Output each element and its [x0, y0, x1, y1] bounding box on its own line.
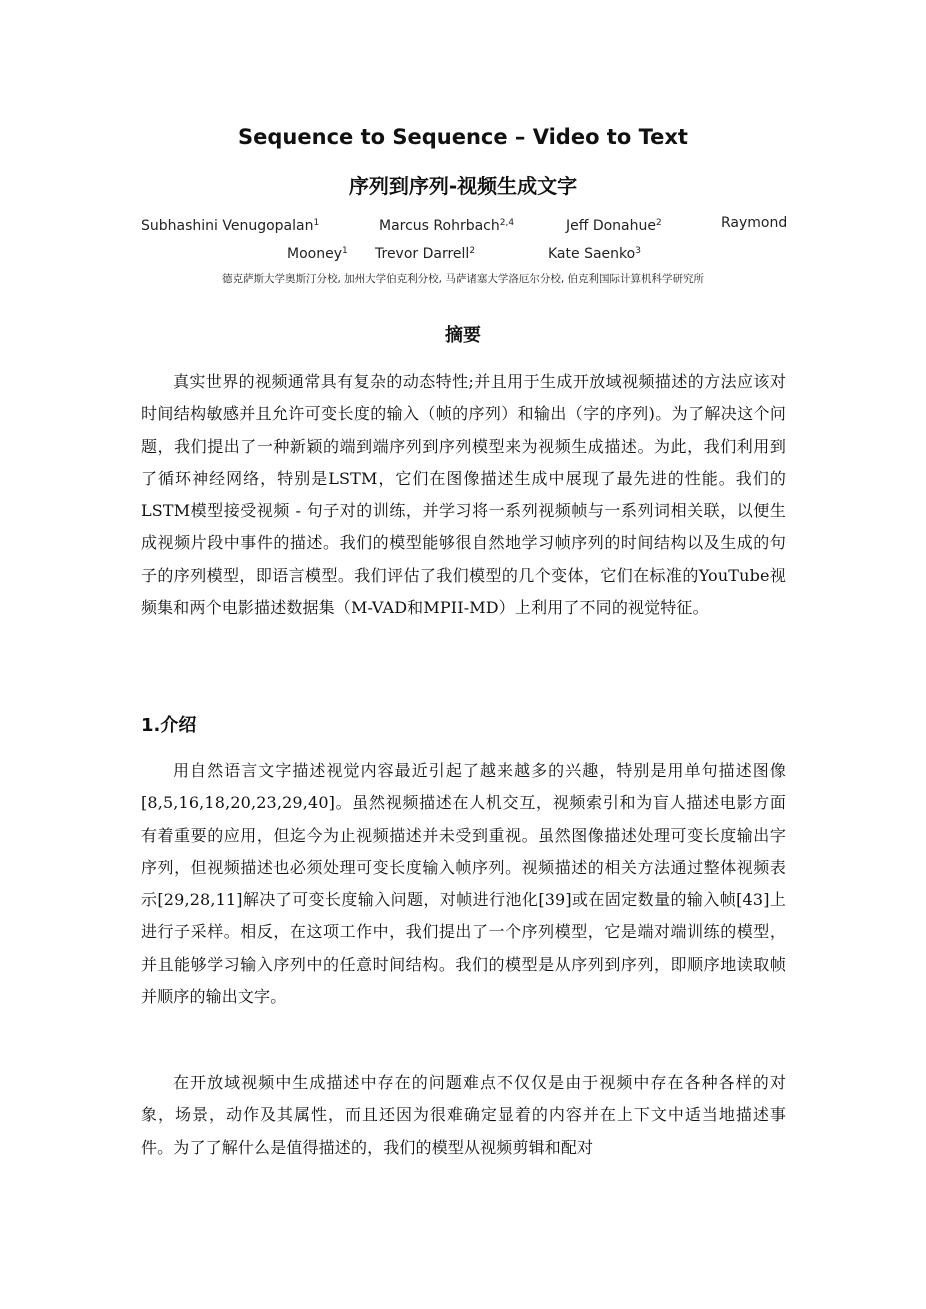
paper-title-chinese: 序列到序列-视频生成文字 — [348, 174, 578, 198]
author-donahue: Jeff Donahue$^2$ — [566, 218, 662, 234]
intro-paragraph-1: 用自然语言文字描述视觉内容最近引起了越来越多的兴趣，特别是用单句描述图像[8,5,16,18,20,23,29,40]。虽然视频描述在人机交互，视频索引和为盲人描述电影方面有着重要的应用，但迄今为止视频描述并未受到重视。虽然图像描述处理可变长度输出字序列，但视频描述也必须处理可变长度输入帧序列。视频描述的相关方法通过整体视频表示[29,28,11]解决了可变长度输入问题，对帧进行池化[39]或在固定数量的输入帧[43]上进行子采样。相反，在这项工作中，我们提出了一个序列模型，它是端对端训练的模型，并且能够学习输入序列中的任意时间结构。我们的模型是从序列到序列，即顺序地读取帧并顺序的输出文字。 — [141, 761, 786, 1007]
author-rohrbach: Marcus Rohrbach$^{2,4}$ — [379, 218, 515, 234]
abstract-paragraph: 真实世界的视频通常具有复杂的动态特性;并且用于生成开放域视频描述的方法应该对时间结构敏感并且允许可变长度的输入（帧的序列）和输出（字的序列)。为了解决这个问题，我们提出了一种新颖的端到端序列到序列模型来为视频生成描述。为此，我们利用到了循环神经网络，特别是LSTM，它们在图像描述生成中展现了最先进的性能。我们的LSTM模型接受视频 - 句子对的训练，并学习将一系列视频帧与一系列词相关联，以便生成视频片段中事件的描述。我们的模型能够很自然地学习帧序列的时间结构以及生成的句子的序列模型，即语言模型。我们评估了我们模型的几个变体，它们在标准的YouTube视频集和两个电影描述数据集（M-VAD和MPII-MD）上利用了不同的视觉特征。 — [141, 372, 786, 618]
affiliations: 德克萨斯大学奥斯汀分校, 加州大学伯克利分校, 马萨诸塞大学洛厄尔分校, 伯克利国际计算机科学研究所 — [221, 273, 705, 285]
abstract-heading: 摘要 — [445, 325, 481, 346]
paper-title-english: Sequence to Sequence – Video to Text — [238, 125, 688, 149]
author-venugopalan: Subhashini Venugopalan$^1$ — [141, 218, 320, 234]
section-heading-introduction: 1.介绍 — [141, 715, 197, 736]
author-saenko: Kate Saenko$^3$ — [548, 246, 641, 262]
author-darrell: Trevor Darrell$^2$ — [375, 246, 476, 262]
intro-paragraph-2: 在开放域视频中生成描述中存在的问题难点不仅仅是由于视频中存在各种各样的对象，场景，动作及其属性，而且还因为很难确定显着的内容并在上下文中适当地描述事件。为了了解什么是值得描述的，我们的模型从视频剪辑和配对 — [141, 1073, 786, 1157]
author-mooney: Mooney$^1$ — [287, 246, 348, 262]
author-raymond: Raymond — [721, 215, 788, 231]
